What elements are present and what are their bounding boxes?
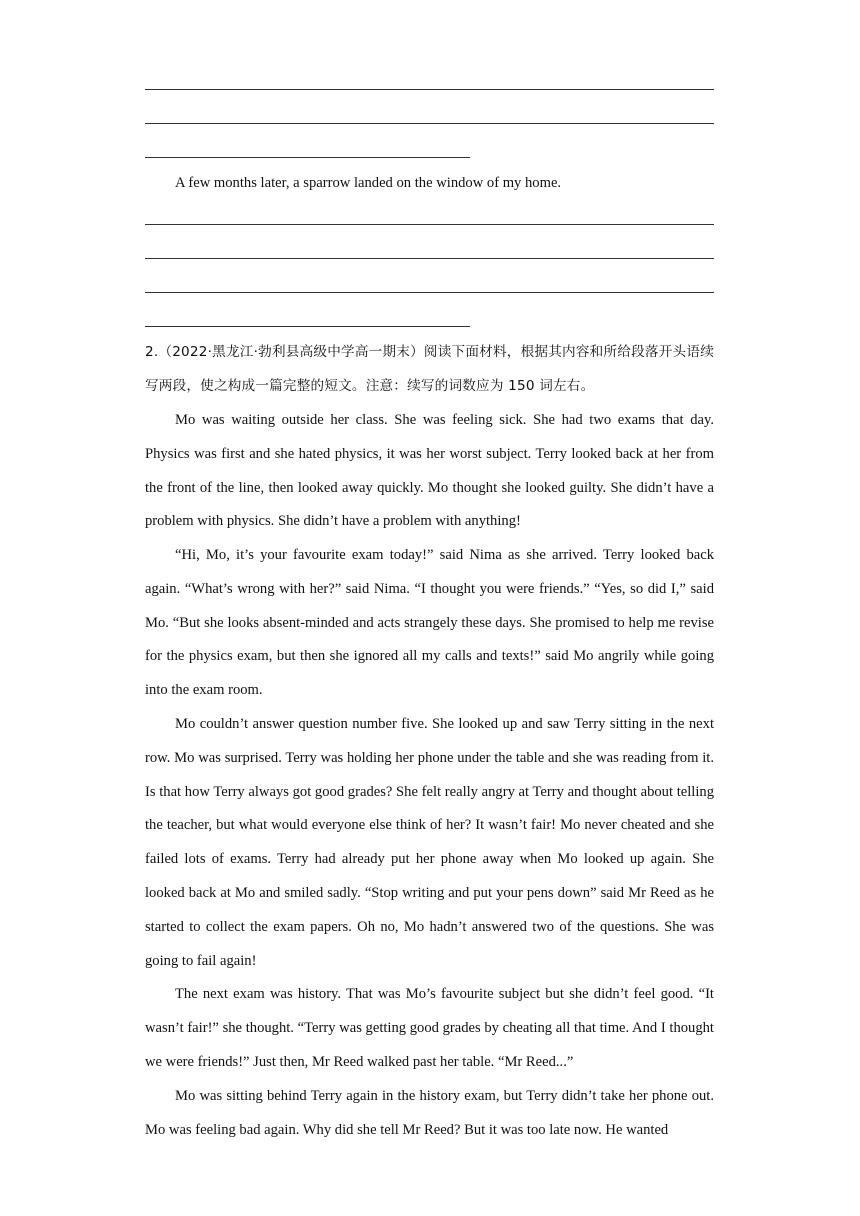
answer-line [145, 123, 714, 124]
continuation-prompt: A few months later, a sparrow landed on the window of my home. [175, 175, 562, 191]
passage-paragraph-4: The next exam was history. That was Mo’s favourite subject but she didn’t feel good. “It wasn’t fair!” she thought. “Terry was getting good grades by cheating all that time. And I thought we were friends!” Just then, Mr Reed walked past her table. “Mr Reed...” [145, 986, 714, 1070]
answer-line-short [145, 326, 470, 327]
passage-paragraph-3: Mo couldn’t answer question number five. She looked up and saw Terry sitting in the next row. Mo was surprised. Terry was holding her phone under the table and she was reading from it. Is that how Terry always got good grades? She felt really angry at Terry and thought about telling the teacher, but what would everyone else think of her? It wasn’t fair! Mo never cheated and she failed lots of exams. Terry had already put her phone away when Mo looked up again. She looked back at Mo and smiled sadly. “Stop writing and put your pens down” said Mr Reed as he started to collect the exam papers. Oh no, Mo hadn’t answered two of the questions. She was going to fail again! [145, 716, 714, 969]
answer-line-short [145, 157, 470, 158]
answer-line [145, 258, 714, 259]
answer-line [145, 292, 714, 293]
passage-paragraph-5: Mo was sitting behind Terry again in the history exam, but Terry didn’t take her phone out. Mo was feeling bad again. Why did she tell Mr Reed? But it was too late now. He wanted [145, 1088, 714, 1138]
answer-line [145, 89, 714, 90]
passage-paragraph-1: Mo was waiting outside her class. She was feeling sick. She had two exams that day. Physics was first and she hated physics, it was her worst subject. Terry looked back at her from the front of the line, then looked away quickly. Mo thought she looked guilty. She didn’t have a problem with physics. She didn’t have a problem with anything! [145, 412, 714, 530]
answer-line [145, 224, 714, 225]
passage-paragraph-2: “Hi, Mo, it’s your favourite exam today!” said Nima as she arrived. Terry looked back again. “What’s wrong with her?” said Nima. “I thought you were friends.” “Yes, so did I,” said Mo. “But she looks absent-minded and acts strangely these days. She promised to help me revise for the physics exam, but then she ignored all my calls and texts!” said Mo angrily while going into the exam room. [145, 547, 714, 699]
question-instruction: 2.（2022·黑龙江·勃利县高级中学高一期末）阅读下面材料，根据其内容和所给段落开头语续写两段，使之构成一篇完整的短文。注意：续写的词数应为 150 词左右。 [145, 344, 714, 394]
